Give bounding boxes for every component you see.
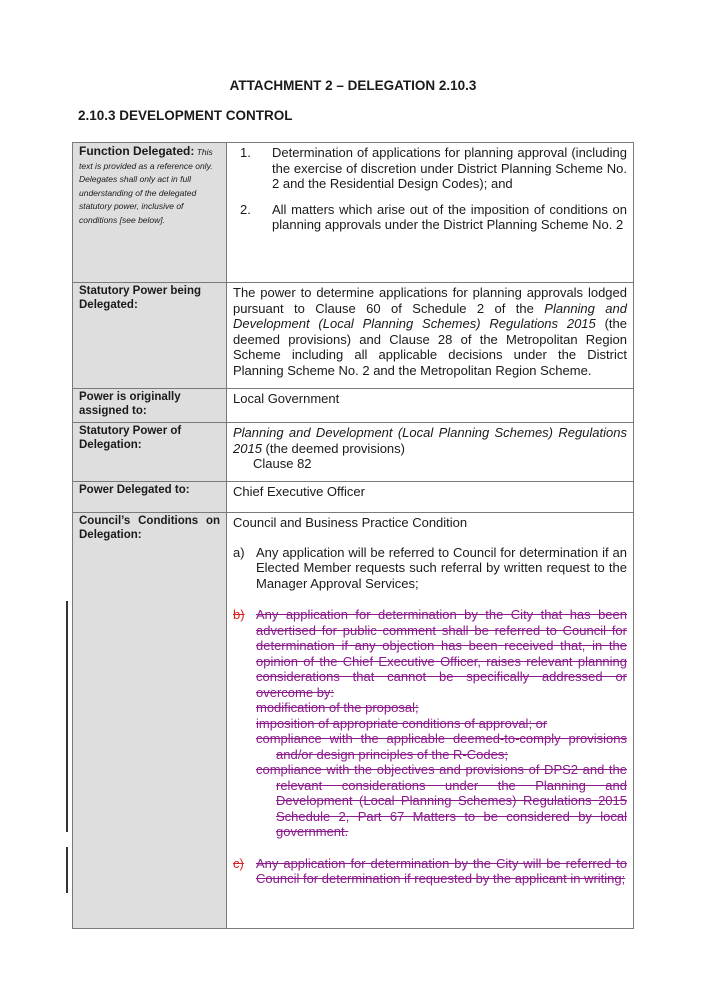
- label-cell: [73, 513, 227, 929]
- row-power-delegated-to: [73, 482, 634, 513]
- change-bar: [66, 601, 68, 832]
- attachment-title: ATTACHMENT 2 – DELEGATION 2.10.3: [229, 78, 477, 93]
- label-cell: Power Delegated to:: [73, 482, 227, 513]
- item-body: [256, 607, 627, 840]
- item-text: Determination of applications for planning approval (including the exercise of discretion under District Planning Scheme No. 2 and the Residential Design Codes); and: [272, 145, 627, 191]
- value-cell: [227, 283, 634, 389]
- item-text: All matters which arise out of the imposition of conditions on planning approvals under the District Planning Scheme No. 2: [272, 201, 627, 232]
- value-cell: Chief Executive Officer: [227, 482, 634, 513]
- item-text: Any application for determination by the City will be referred to Council for determination if requested by the applicant in writing;: [256, 855, 627, 886]
- sub-clause: imposition of appropriate conditions of approval; or: [256, 715, 548, 731]
- value-text: (the deemed provisions): [261, 440, 405, 456]
- clause-reference: Clause 82: [253, 456, 312, 471]
- row-statutory-power-of-delegation: [73, 423, 634, 482]
- value-cell: [227, 423, 634, 482]
- value-cell: [227, 143, 634, 283]
- regulation-title: Planning and Development (Local Planning Schemes) Regulations 2015: [233, 300, 627, 331]
- function-item: [233, 202, 627, 233]
- row-statutory-power-delegated: [73, 283, 634, 389]
- sub-clause: modification of the proposal;: [256, 700, 419, 715]
- change-bar: [66, 847, 68, 893]
- function-delegated-note: This text is provided as a reference only. Delegates shall only act in full understanding of the delegated statutory power, inclusive of conditions [see below].: [79, 147, 213, 225]
- sub-clause: compliance with the applicable deemed-to-comply provisions and/or design principles of the R-Codes;: [256, 731, 627, 762]
- condition-item-deleted: [233, 607, 627, 840]
- value-text: The power to determine applications for planning approvals lodged pursuant to Clause 60 of Schedule 2 of the: [233, 285, 627, 316]
- item-number: 2.: [240, 201, 251, 217]
- label-cell: Statutory Power of Delegation:: [73, 423, 227, 482]
- item-number: 1.: [240, 145, 251, 160]
- item-text: Any application will be referred to Council for determination if an Elected Member requests such referral by written request to the Manager Approval Services;: [256, 544, 627, 591]
- regulation-title: Planning and Development (Local Planning Schemes) Regulations 2015: [233, 425, 627, 456]
- section-heading: 2.10.3 DEVELOPMENT CONTROL: [78, 108, 293, 123]
- row-power-originally-assigned: [73, 389, 634, 423]
- value-text: (the deemed provisions) and Clause 28 of the Metropolitan Region Scheme including all applicable decisions under the District Planning Scheme No. 2 and the Metropolitan Region Scheme.: [233, 316, 627, 378]
- item-marker: b): [233, 607, 245, 622]
- function-delegated-label: Function Delegated:: [79, 144, 195, 158]
- conditions-label: Council’s Conditions on Delegation:: [79, 515, 220, 541]
- value-cell: [227, 513, 634, 929]
- row-conditions: [73, 513, 634, 929]
- label-cell: Power is originally assigned to:: [73, 389, 227, 423]
- function-item: [233, 145, 627, 192]
- row-function-delegated: [73, 143, 634, 283]
- sub-clause: compliance with the objectives and provisions of DPS2 and the relevant considerations under the Planning and Development (Local Planning Schemes) Regulations 2015 Schedule 2, Part 67 Matters to be considered by local government.: [256, 762, 627, 839]
- item-marker: c): [233, 855, 244, 871]
- item-marker: a): [233, 544, 245, 560]
- label-cell: [73, 143, 227, 283]
- condition-item-deleted: [233, 856, 627, 887]
- value-cell: Local Government: [227, 389, 634, 423]
- item-text: Any application for determination by the City that has been advertised for public comment shall be referred to Council for determination if any objection has been received that, in the opinion of the Chief Executive Officer, raises relevant planning considerations that cannot be specifically addressed or overcome by:: [256, 607, 627, 700]
- delegation-table: [72, 142, 634, 929]
- label-cell: Statutory Power being Delegated:: [73, 283, 227, 389]
- conditions-heading: Council and Business Practice Condition: [233, 515, 468, 530]
- condition-item: [233, 545, 627, 592]
